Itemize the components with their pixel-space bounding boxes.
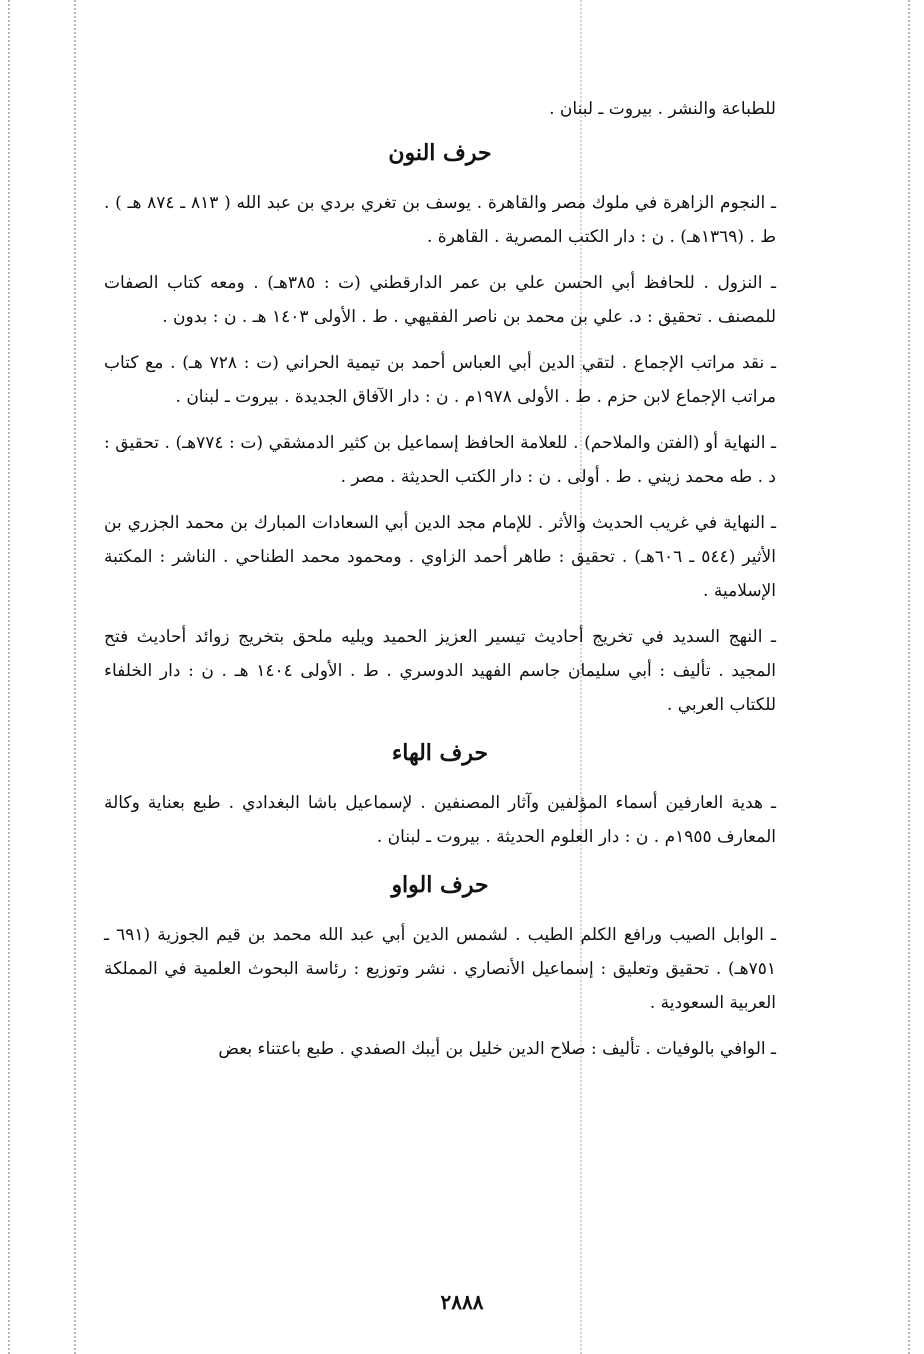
scan-margin-line [908,0,910,1354]
bibliography-entry: ـ النهاية في غريب الحديث والأثر . للإمام مجد الدين أبي السعادات المبارك بن محمد الجزري بن الأثير (٥٤٤ ـ ٦٠٦هـ) . تحقيق : طاهر أحمد الزاوي . ومحمود محمد الطناحي . الناشر : المكتبة الإسلامية . [104,513,776,601]
section-waw [104,866,776,1066]
bibliography-text [104,92,776,1078]
continuation-line: للطباعة والنشر . بيروت ـ لبنان . [549,99,776,119]
section-nun [104,134,776,722]
section-ha [104,734,776,854]
bibliography-entry: ـ الوابل الصيب ورافع الكلم الطيب . لشمس الدين أبي عبد الله محمد بن قيم الجوزية (٦٩١ ـ ٧٥١هـ) . تحقيق وتعليق : إسماعيل الأنصاري . نشر وتوزيع : رئاسة البحوث العلمية في المملكة العربية السعودية . [104,925,777,1013]
bibliography-entry: ـ النجوم الزاهرة في ملوك مصر والقاهرة . يوسف بن تغري بردي بن عبد الله ( ٨١٣ ـ ٨٧٤ هـ ) . ط . (١٣٦٩هـ) . ن : دار الكتب المصرية . القاهرة . [104,193,776,247]
section-heading-waw: حرف الواو [391,872,489,898]
bibliography-entry: ـ النهاية أو (الفتن والملاحم) . للعلامة الحافظ إسماعيل بن كثير الدمشقي (ت : ٧٧٤هـ) . تحقيق : د . طه محمد زيني . ط . أولى . ن : دار الكتب الحديثة . مصر . [104,433,776,487]
bibliography-entry: ـ النهج السديد في تخريج أحاديث تيسير العزيز الحميد ويليه ملحق بتخريج زوائد أحاديث فتح المجيد . تأليف : أبي سليمان جاسم الفهيد الدوسري . ط . الأولى ١٤٠٤ هـ . ن : دار الخلفاء للكتاب العربي . [104,627,777,715]
bibliography-entry: ـ هدية العارفين أسماء المؤلفين وآثار المصنفين . لإسماعيل باشا البغدادي . طبع بعناية وكالة المعارف ١٩٥٥م . ن : دار العلوم الحديثة . بيروت ـ لبنان . [104,793,776,847]
bibliography-entry: ـ النزول . للحافظ أبي الحسن علي بن عمر الدارقطني (ت : ٣٨٥هـ) . ومعه كتاب الصفات للمصنف . تحقيق : د. علي بن محمد بن ناصر الفقيهي . ط . الأولى ١٤٠٣ هـ . ن : بدون . [104,273,777,327]
bibliography-entry: ـ الوافي بالوفيات . تأليف : صلاح الدين خليل بن أيبك الصفدي . طبع باعتناء بعض [218,1039,776,1059]
section-heading-nun: حرف النون [388,140,492,166]
bibliography-entry: ـ نقد مراتب الإجماع . لتقي الدين أبي العباس أحمد بن تيمية الحراني (ت : ٧٢٨ هـ) . مع كتاب مراتب الإجماع لابن حزم . ط . الأولى ١٩٧٨م . ن : دار الآفاق الجديدة . بيروت ـ لبنان . [104,353,776,407]
scan-margin-line [8,0,10,1354]
scan-margin-line [74,0,76,1354]
section-heading-ha: حرف الهاء [391,740,489,766]
page-number: ٢٨٨٨ [440,1290,484,1314]
